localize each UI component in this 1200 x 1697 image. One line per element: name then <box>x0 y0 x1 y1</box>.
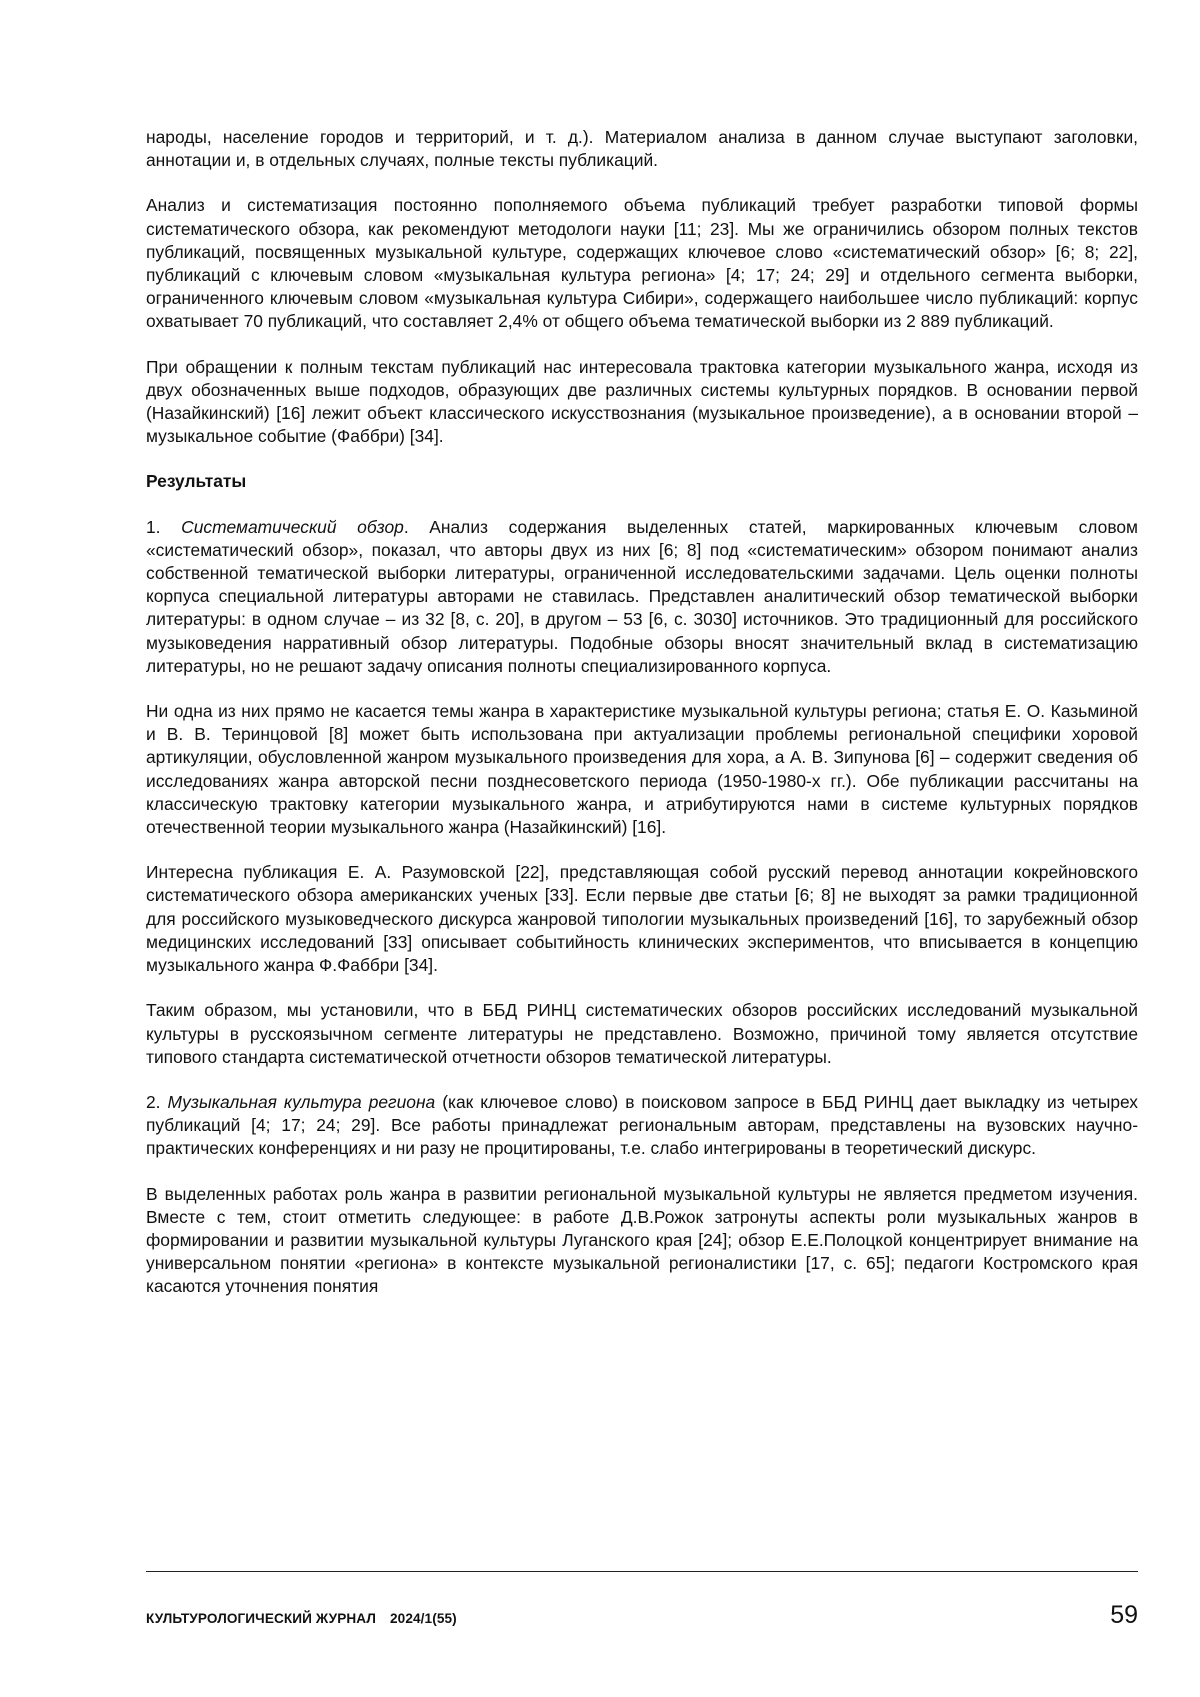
result-term: Музыкальная культура региона <box>167 1091 436 1112</box>
journal-name: КУЛЬТУРОЛОГИЧЕСКИЙ ЖУРНАЛ <box>146 1611 377 1626</box>
result-number: 1. <box>146 516 182 537</box>
page-number: 59 <box>1110 1601 1138 1629</box>
result-text: (как ключевое слово) в поисковом запросе в ББД РИНЦ дает выкладку из четырех публикаций [4; 17; 24; 29]. Все работы принадлежат региональным авторам, представлены на вузовских научно-практических конференциях и ни разу не процитированы, т.е. слабо интегрированы в теоретический дискурс. <box>146 1091 1138 1159</box>
paragraph-conclusion: Таким образом, мы установили, что в ББД РИНЦ систематических обзоров российских исследований музыкальной культуры в русскоязычном сегменте литературы не представлено. Возможно, причиной тому является отсутствие типового стандарта систематической отчетности обзоров тематической литературы. <box>146 1000 1138 1067</box>
footer-divider <box>146 1571 1138 1572</box>
paragraph-analysis: Анализ и систематизация постоянно пополняемого объема публикаций требует разработки типовой формы систематического обзора, как рекомендуют методологи науки [11; 23]. Мы же ограничились обзором полных текстов публикаций, посвященных музыкальной культуре, содержащих ключевое слово «систематический обзор» [6; 8; 22], публикаций с ключевым словом «музыкальная культура региона» [4; 17; 24; 29] и отдельного сегмента выборки, ограниченного ключевым словом «музыкальная культура Сибири», содержащего наибольшее число публикаций: корпус охватывает 70 публикаций, что составляет 2,4% от общего объема тематической выборки из 2 889 публикаций. <box>146 195 1138 332</box>
paragraph-continuation: народы, население городов и территорий, и т. д.). Материалом анализа в данном случае выступают заголовки, аннотации и, в отдельных случаях, полные тексты публикаций. <box>146 127 1138 171</box>
result-term: Систематический обзор <box>181 516 404 537</box>
journal-issue: 2024/1(55) <box>390 1611 457 1626</box>
result-systematic-review <box>146 516 1138 678</box>
article-body <box>146 126 1138 1321</box>
result-text: . Анализ содержания выделенных статей, маркированных ключевым словом «систематический обзор», показал, что авторы двух из них [6; 8] под «систематическим» обзором понимают анализ собственной тематической выборки литературы, ограниченной исследовательскими задачами. Цель оценки полноты корпуса специальной литературы авторами не ставилась. Представлен аналитический обзор тематической выборки литературы: в одном случае – из 32 [8, с. 20], в другом – 53 [6, с. 3030] источников. Это традиционный для российского музыковедения нарративный обзор литературы. Подобные обзоры вносят значительный вклад в систематизацию литературы, но не решают задачу описания полноты специализированного корпуса. <box>146 516 1138 676</box>
footer-journal-title <box>146 1611 457 1626</box>
paragraph-genre-topic: Ни одна из них прямо не касается темы жанра в характеристике музыкальной культуры региона; статья Е. О. Казьминой и В. В. Теринцовой [8] может быть использована при актуализации проблемы региональной специфики хоровой артикуляции, обусловленной жанром музыкального произведения для хора, а А. В. Зипунова [6] – содержит сведения об исследованиях жанра авторской песни позднесоветского периода (1950-1980-х гг.). Обе публикации рассчитаны на классическую трактовку категории музыкального жанра, и атрибутируются нами в системе культурных порядков отечественной теории музыкального жанра (Назайкинский) [16]. <box>146 701 1138 838</box>
result-number: 2. <box>146 1091 168 1112</box>
paragraph-approach: При обращении к полным текстам публикаций нас интересовала трактовка категории музыкального жанра, исходя из двух обозначенных выше подходов, образующих две различных системы культурных порядков. В основании первой (Назайкинский) [16] лежит объект классического искусствознания (музыкальное произведение), а в основании второй – музыкальное событие (Фаббри) [34]. <box>146 356 1138 447</box>
result-regional-culture <box>146 1091 1138 1161</box>
section-heading-results: Результаты <box>146 471 247 492</box>
paragraph-razumovskaya: Интересна публикация Е. А. Разумовской [22], представляющая собой русский перевод аннотации кокрейновского систематического обзора американских ученых [33]. Если первые две статьи [6; 8] не выходят за рамки традиционной для российского музыковедческого дискурса жанровой типологии музыкальных произведений [16], то зарубежный обзор медицинских исследований [33] описывает событийность клинических экспериментов, что вписывается в концепцию музыкального жанра Ф.Фаббри [34]. <box>146 862 1138 976</box>
paragraph-regional-works: В выделенных работах роль жанра в развитии региональной музыкальной культуры не является предметом изучения. Вместе с тем, стоит отметить следующее: в работе Д.В.Рожок затронуты аспекты роли музыкальных жанров в формировании и развитии музыкальной культуры Луганского края [24]; обзор Е.Е.Полоцкой концентрирует внимание на универсальном понятии «региона» в контексте музыкальной регионалистики [17, с. 65]; педагоги Костромского края касаются уточнения понятия <box>146 1183 1138 1297</box>
